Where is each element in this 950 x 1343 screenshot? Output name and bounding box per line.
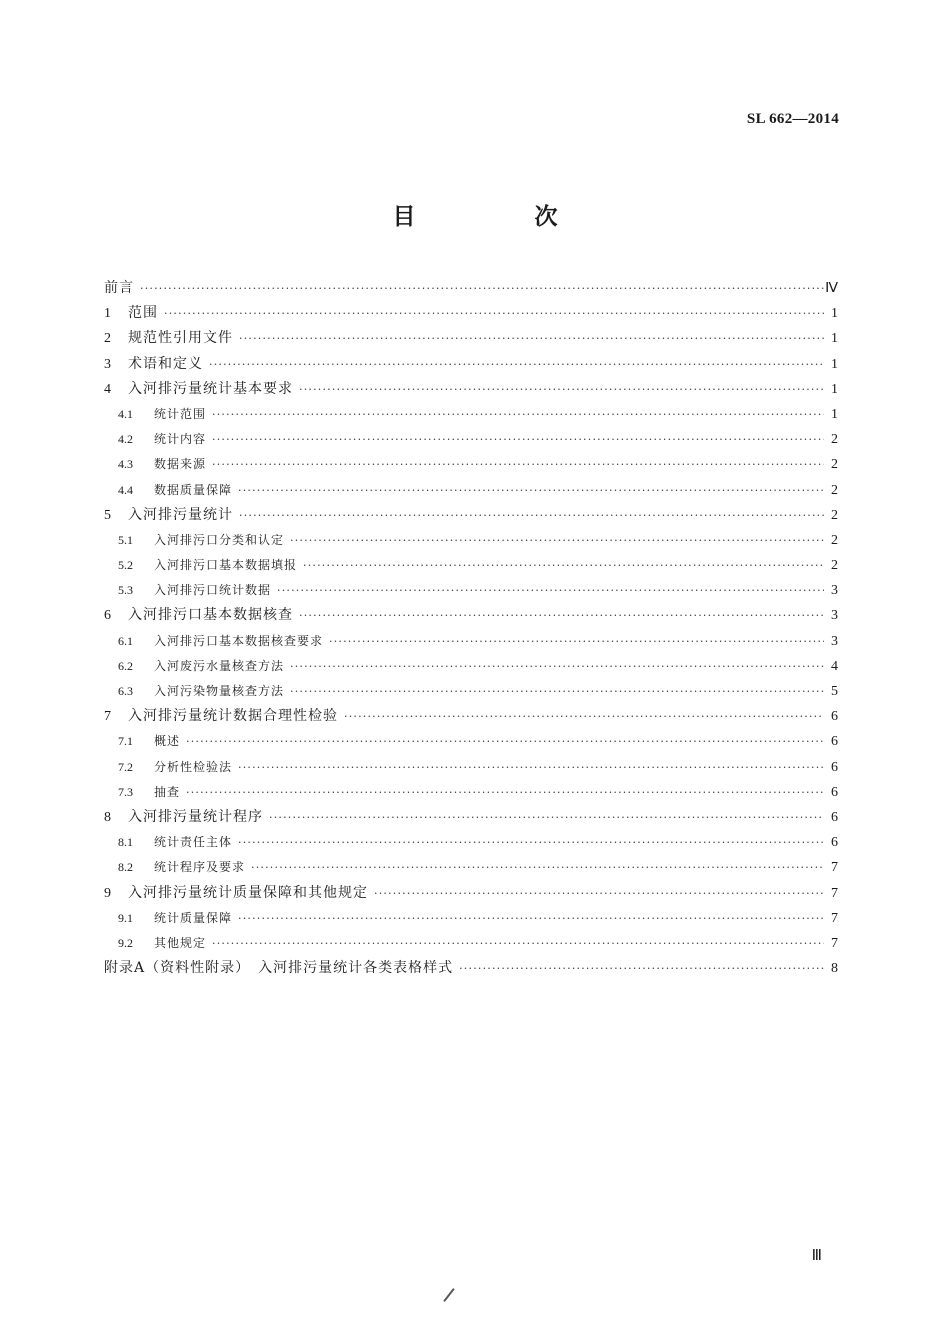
toc-dot-leader	[239, 503, 824, 528]
toc-entry-page: 6	[831, 734, 838, 750]
toc-entry-number: 7.3	[118, 784, 133, 799]
toc-entry-page: 3	[831, 608, 838, 624]
toc-entry[interactable]	[104, 931, 838, 956]
toc-entry-number: 8	[104, 809, 111, 825]
toc-entry[interactable]	[104, 881, 838, 906]
toc-entry-number: 8.1	[118, 835, 133, 850]
toc-entry-page: 7	[831, 935, 838, 951]
table-of-contents	[104, 276, 838, 981]
toc-dot-leader	[374, 881, 824, 906]
toc-dot-leader	[212, 452, 824, 477]
toc-entry-title: 数据质量保障	[154, 482, 233, 497]
toc-entry-title: 入河排污口统计数据	[154, 583, 272, 598]
toc-entry-title: 统计责任主体	[154, 835, 233, 850]
toc-entry-number: 4.2	[118, 432, 133, 447]
toc-entry[interactable]	[104, 704, 838, 729]
toc-entry-page: 2	[831, 532, 838, 548]
toc-entry-number: 5.1	[118, 532, 133, 547]
toc-entry-title: 入河排污口基本数据填报	[154, 558, 298, 573]
toc-entry[interactable]	[104, 427, 838, 452]
toc-entry[interactable]	[104, 906, 838, 931]
toc-dot-leader	[186, 780, 824, 805]
toc-entry[interactable]	[104, 377, 838, 402]
toc-entry-title: 数据来源	[154, 457, 207, 472]
toc-entry-page: 8	[831, 961, 838, 977]
toc-entry-number: 5.2	[118, 558, 133, 573]
toc-entry-title: 统计内容	[154, 432, 207, 447]
toc-entry-page: 1	[831, 306, 838, 322]
toc-dot-leader	[459, 956, 824, 981]
toc-dot-leader	[140, 276, 824, 301]
toc-entry-title: 范围	[128, 305, 158, 322]
toc-entry-title: 统计范围	[154, 406, 207, 421]
toc-entry-title: 入河废污水量核查方法	[154, 658, 285, 673]
toc-entry[interactable]	[104, 729, 838, 754]
toc-dot-leader	[290, 654, 824, 679]
toc-dot-leader	[209, 352, 824, 377]
toc-entry-title: 概述	[154, 734, 181, 749]
toc-dot-leader	[290, 679, 824, 704]
toc-dot-leader	[303, 553, 824, 578]
toc-entry-number: 4.3	[118, 457, 133, 472]
toc-entry-number: 8.2	[118, 860, 133, 875]
toc-entry[interactable]	[104, 679, 838, 704]
toc-entry-title: 统计质量保障	[154, 910, 233, 925]
toc-dot-leader	[329, 629, 824, 654]
toc-entry-title: 附录A（资料性附录） 入河排污量统计各类表格样式	[104, 960, 454, 977]
toc-dot-leader	[251, 855, 824, 880]
toc-entry-page: 2	[831, 558, 838, 574]
toc-dot-leader	[212, 931, 824, 956]
toc-entry-title: 术语和定义	[128, 355, 203, 372]
toc-entry-page: 7	[831, 910, 838, 926]
toc-entry-number: 6.3	[118, 684, 133, 698]
toc-entry-number: 6.1	[118, 633, 133, 648]
toc-dot-leader	[290, 528, 824, 553]
toc-entry-page: 6	[831, 835, 838, 851]
toc-entry[interactable]	[104, 780, 838, 805]
toc-entry-title: 入河污染物量核查方法	[154, 684, 285, 698]
toc-entry-page: 7	[831, 860, 838, 876]
toc-entry-page: 5	[831, 684, 838, 699]
toc-dot-leader	[238, 906, 824, 931]
toc-dot-leader	[299, 377, 824, 402]
toc-entry-page: 1	[831, 406, 838, 422]
toc-entry-title: 抽查	[154, 784, 181, 799]
toc-dot-leader	[238, 478, 824, 503]
toc-entry[interactable]	[104, 503, 838, 528]
toc-entry-title: 入河排污口分类和认定	[154, 532, 285, 547]
toc-entry-page: 2	[831, 457, 838, 473]
toc-entry[interactable]	[104, 603, 838, 628]
toc-entry-page: 4	[831, 658, 838, 674]
toc-entry-title: 分析性检验法	[154, 759, 233, 774]
toc-dot-leader	[212, 427, 824, 452]
toc-entry[interactable]	[104, 276, 838, 301]
toc-entry-title: 入河排污口基本数据核查要求	[154, 633, 324, 648]
toc-entry-title: 入河排污量统计质量保障和其他规定	[128, 884, 368, 901]
toc-dot-leader	[238, 830, 824, 855]
toc-entry[interactable]	[104, 578, 838, 603]
toc-entry[interactable]	[104, 528, 838, 553]
toc-entry-number: 6	[104, 608, 111, 624]
toc-entry-page: 6	[831, 784, 838, 800]
toc-entry[interactable]	[104, 755, 838, 780]
toc-entry-number: 9.2	[118, 935, 133, 950]
toc-entry-number: 9.1	[118, 910, 133, 925]
toc-entry-number: 4	[104, 381, 111, 397]
toc-entry[interactable]	[104, 326, 838, 351]
scan-mark	[443, 1288, 454, 1302]
toc-entry[interactable]	[104, 553, 838, 578]
standard-code: SL 662—2014	[746, 111, 839, 127]
toc-entry-title: 统计程序及要求	[154, 860, 246, 875]
toc-entry-page: 7	[831, 885, 838, 901]
toc-entry-title: 入河排污量统计	[128, 506, 233, 523]
toc-entry-page: 2	[831, 482, 838, 498]
toc-entry[interactable]	[104, 855, 838, 880]
toc-dot-leader	[164, 301, 824, 326]
toc-entry-page: Ⅳ	[825, 281, 838, 296]
toc-entry-title: 入河排污量统计基本要求	[128, 380, 293, 397]
toc-entry-number: 7.2	[118, 759, 133, 774]
toc-entry-number: 4.4	[118, 482, 133, 497]
toc-entry-page: 2	[831, 507, 838, 523]
toc-entry[interactable]	[104, 830, 838, 855]
toc-entry[interactable]	[104, 352, 838, 377]
toc-entry-number: 6.2	[118, 658, 133, 673]
toc-entry-page: 6	[831, 759, 838, 775]
toc-entry-number: 9	[104, 885, 111, 901]
toc-entry[interactable]	[104, 654, 838, 679]
toc-entry-title: 前言	[104, 280, 134, 296]
toc-entry-title: 规范性引用文件	[128, 330, 233, 347]
toc-entry[interactable]	[104, 478, 838, 503]
toc-entry-page: 3	[831, 633, 838, 649]
toc-entry-page: 2	[831, 432, 838, 448]
toc-entry-title: 入河排污口基本数据核查	[128, 607, 293, 624]
toc-entry-page: 1	[831, 331, 838, 347]
toc-entry-number: 7	[104, 709, 111, 725]
toc-entry-page: 1	[831, 356, 838, 372]
toc-dot-leader	[344, 704, 824, 729]
toc-entry-number: 2	[104, 331, 111, 347]
toc-dot-leader	[299, 603, 824, 628]
toc-entry-title: 入河排污量统计程序	[128, 808, 263, 825]
toc-entry-title: 其他规定	[154, 935, 207, 950]
toc-entry[interactable]	[104, 805, 838, 830]
toc-entry-number: 5	[104, 507, 111, 523]
toc-entry[interactable]	[104, 452, 838, 477]
toc-entry-page: 3	[831, 583, 838, 599]
toc-dot-leader	[186, 729, 824, 754]
toc-entry[interactable]	[104, 956, 838, 981]
toc-entry[interactable]	[104, 629, 838, 654]
page-title: 目 次	[392, 204, 606, 230]
toc-entry-number: 1	[104, 306, 111, 322]
toc-dot-leader	[239, 326, 824, 351]
toc-entry-page: 1	[831, 381, 838, 397]
toc-entry-number: 4.1	[118, 406, 133, 421]
toc-dot-leader	[212, 402, 824, 427]
toc-entry[interactable]	[104, 402, 838, 427]
toc-entry-number: 5.3	[118, 583, 133, 598]
toc-dot-leader	[238, 755, 824, 780]
toc-entry-page: 6	[831, 809, 838, 825]
toc-dot-leader	[277, 578, 824, 603]
toc-entry-page: 6	[831, 709, 838, 725]
page-number: Ⅲ	[811, 1248, 822, 1264]
toc-entry[interactable]	[104, 301, 838, 326]
toc-entry-number: 3	[104, 356, 111, 372]
toc-entry-title: 入河排污量统计数据合理性检验	[128, 708, 338, 725]
toc-entry-number: 7.1	[118, 734, 133, 749]
toc-dot-leader	[269, 805, 824, 830]
